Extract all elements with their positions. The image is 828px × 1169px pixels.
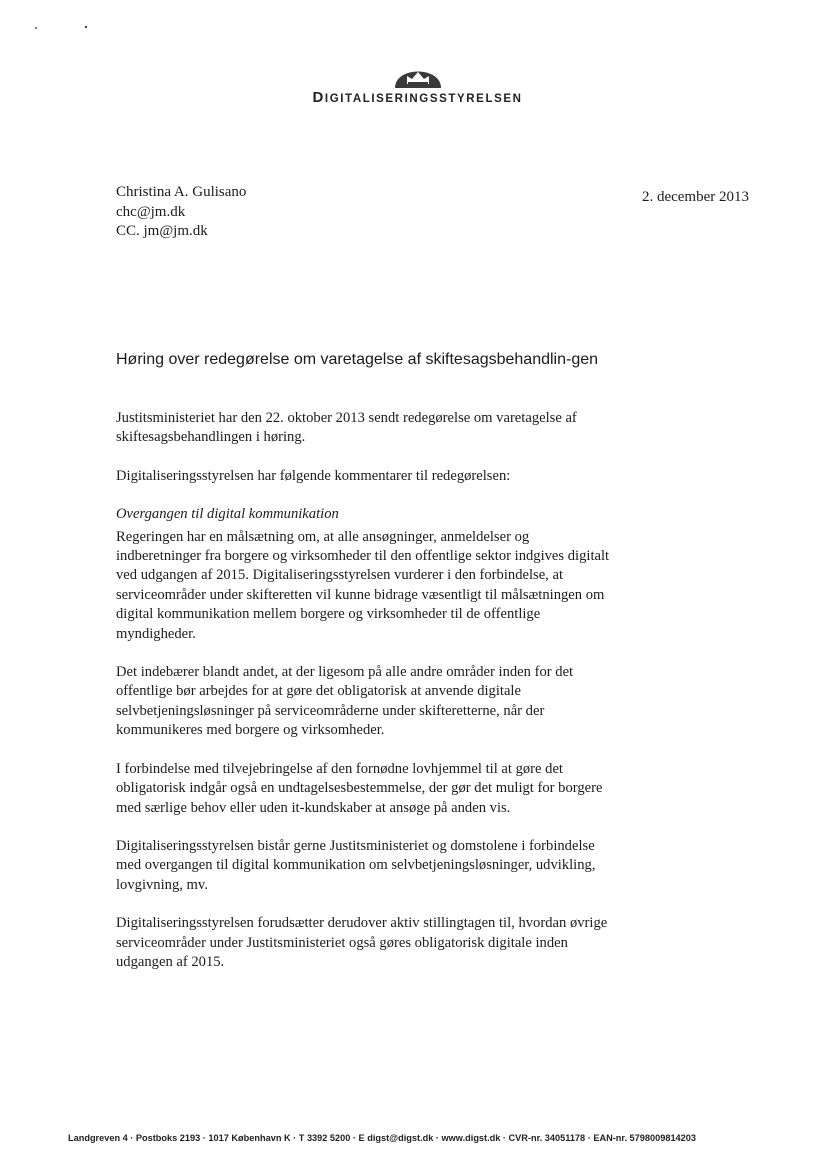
paragraph-intro: Justitsministeriet har den 22. oktober 2013 sendt redegørelse om varetagelse af skiftesagsbehandlingen i høring.: [116, 410, 577, 446]
paragraph-goal: Regeringen har en målsætning om, at alle ansøgninger, anmeldelser og indberetninger fra borgere og virksomheder til den offentlige sektor indgives digitalt ved udgangen af 2015. Digitaliseringsstyrelsen vurderer i den forbindelse, at serviceområder under skifteretten vil kunne bidrage væsentligt til målsætningen om digital kommunikation mellem borgere og virksomheder til de offentlige myndigheder.: [116, 528, 610, 642]
paragraph-exception: I forbindelse med tilvejebringelse af den fornødne lovhjemmel til at gøre det obligatorisk indgår også en undtagelsesbestemmelse, der gør det muligt for borgere med særlige behov eller uden it-kundskaber at ansøge på anden vis.: [116, 760, 603, 816]
recipient-name: Christina A. Gulisano: [116, 184, 247, 200]
scan-specks: [0, 0, 828, 40]
paragraph-obligatory: Det indebærer blandt andet, at der ligesom på alle andre områder inden for det offentlige bør arbejdes for at gøre det obligatorisk at anvende digitale selvbetjeningsløsninger på serviceområderne under skifteretterne, når der kommunikeres med borgere og virksomheder.: [116, 664, 574, 739]
section-subheading: Overgangen til digital kommunikation: [116, 506, 339, 523]
letterhead-logo: [300, 58, 535, 106]
organization-name: DIGITALISERINGSSTYRELSEN: [312, 89, 523, 106]
letter-body: [116, 409, 614, 991]
letter-title: Høring over redegørelse om varetagelse af skiftesagsbehandlin-gen: [116, 351, 599, 368]
paragraph-other-areas: Digitaliseringsstyrelsen forudsætter derudover aktiv stillingtagen til, hvordan øvrige serviceområder under Justitsministeriet også gøres obligatorisk digitale inden udgangen af 2015.: [116, 915, 608, 970]
recipient-block: [116, 183, 246, 242]
paragraph-assistance: Digitaliseringsstyrelsen bistår gerne Justitsministeriet og domstolene i forbindelse med overgangen til digital kommunikation om selvbetjeningsløsninger, udvikling, lovgivning, mv.: [116, 837, 596, 893]
paragraph-comments-lead: Digitaliseringsstyrelsen har følgende kommentarer til redegørelsen:: [116, 467, 511, 484]
letter-footer: Landgreven 4 · Postboks 2193 · 1017 København K · T 3392 5200 · E digst@digst.dk · www.digst.dk · CVR-nr. 34051178 · EAN-nr. 5798009814203: [68, 1133, 696, 1143]
letter-date: 2. december 2013: [641, 189, 749, 205]
crown-emblem-icon: [393, 58, 443, 88]
recipient-email: chc@jm.dk: [116, 203, 186, 220]
recipient-cc: CC. jm@jm.dk: [116, 223, 208, 239]
